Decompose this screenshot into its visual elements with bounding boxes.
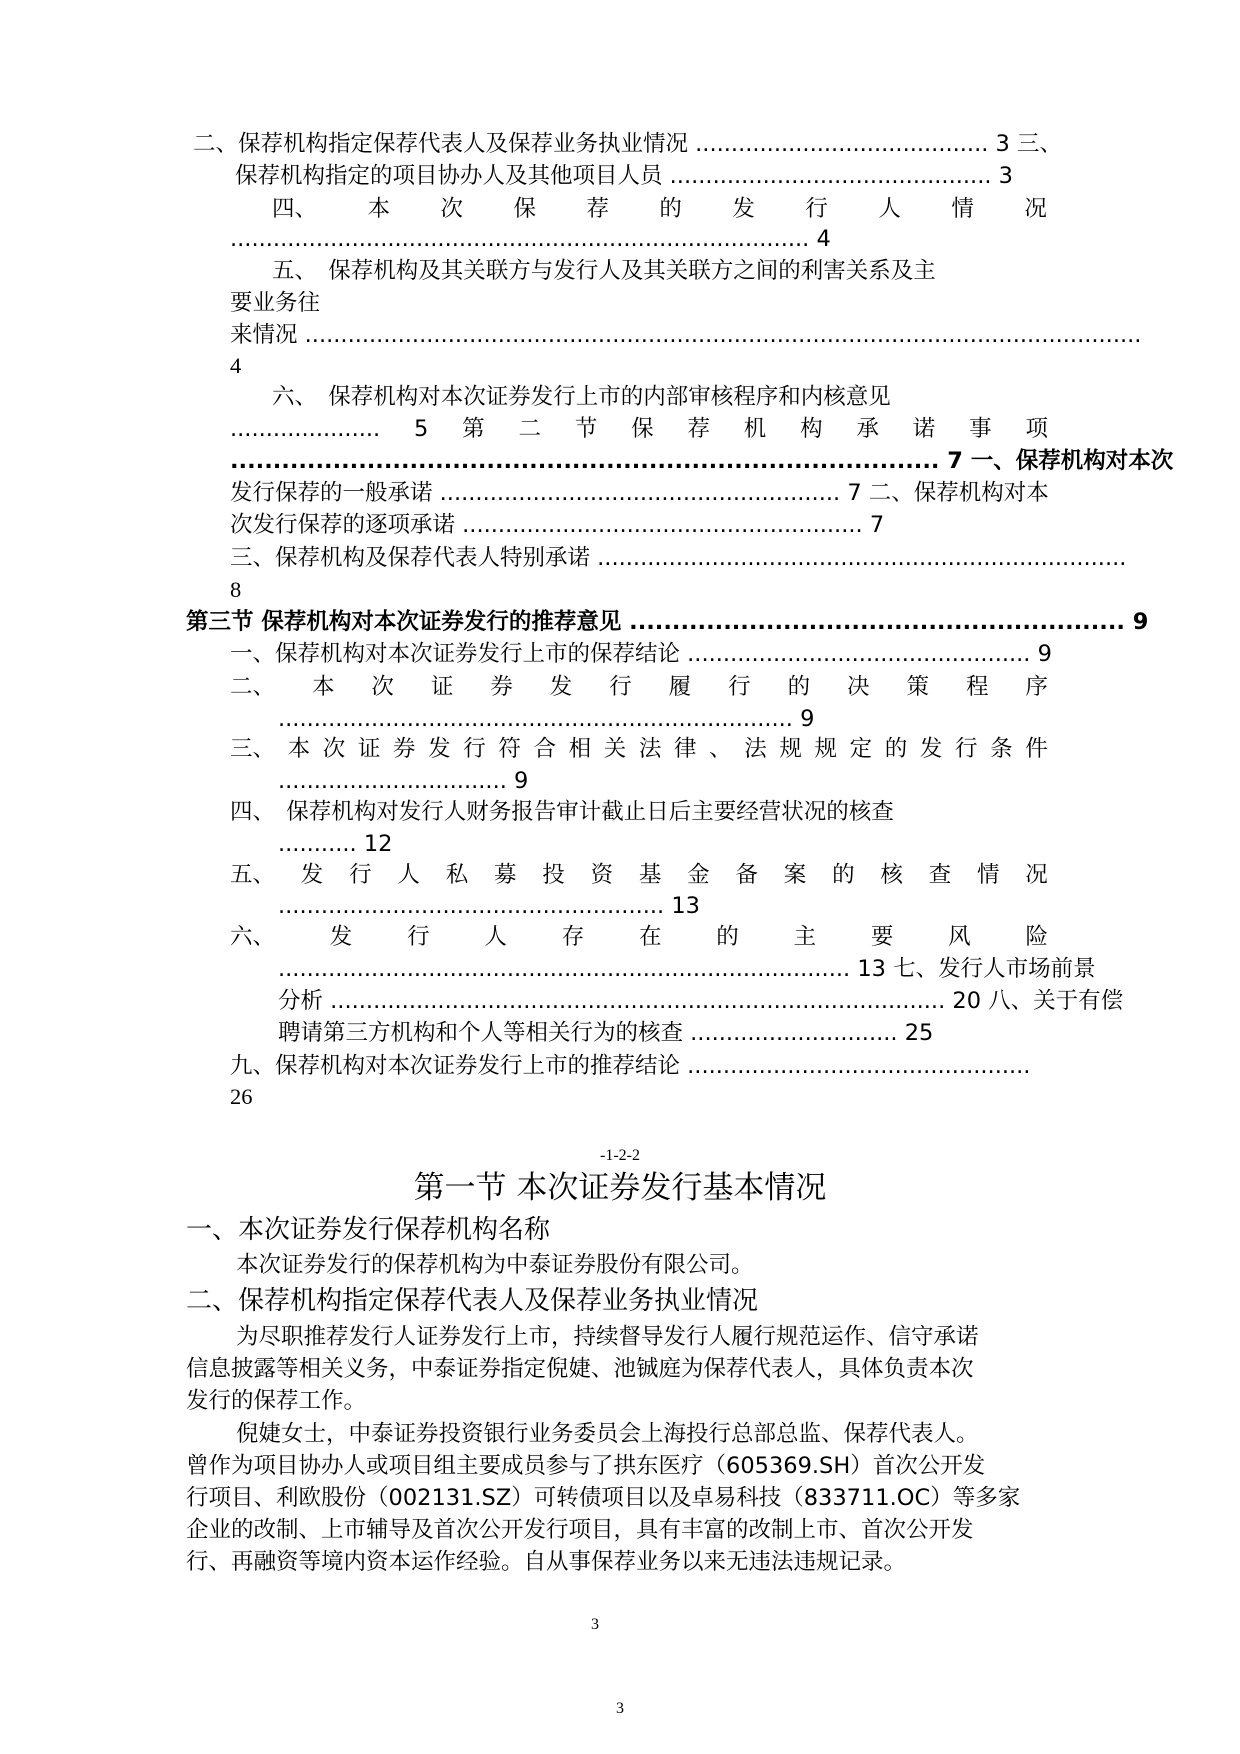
toc-line-12[interactable]: 发行保荐的一般承诺 ........................................................ 7 二、保荐机构对本 [230,480,1049,506]
toc-token: 基 [638,862,662,888]
toc-token: 行 [955,736,978,762]
toc-token: 第 [462,416,485,442]
toc-line-25: ...................................................... 13 [278,893,700,919]
toc-token: 况 [1025,862,1048,888]
toc-token: 的 [787,674,811,700]
toc-token: 序 [1025,674,1048,700]
toc-token: 发 [428,736,451,762]
toc-token: 履 [668,674,692,700]
toc-token: 发 [329,924,353,950]
toc-line-6[interactable]: 要业务往 [230,290,321,316]
toc-token: 诺 [912,416,936,442]
toc-token: 规 [814,736,838,762]
toc-line-15: 8 [230,577,242,602]
toc-token: 的 [716,924,739,950]
toc-token: 险 [1025,924,1048,950]
toc-token: 六、 [230,924,276,950]
toc-line-9[interactable]: 六、 保荐机构对本次证券发行上市的内部审核程序和内核意见 [272,384,891,410]
toc-token: 本 [367,196,390,222]
toc-token: 发 [919,736,943,762]
toc-line-28[interactable]: 分析 ...................................................................................... 20 八、关于有偿 [278,988,1124,1014]
toc-token: 荐 [687,416,710,442]
toc-token: 存 [561,924,585,950]
toc-line-30[interactable]: 九、保荐机构对本次证券发行上市的推荐结论 ................................................ [230,1053,1031,1079]
toc-token: 合 [533,736,557,762]
toc-line-14[interactable]: 三、保荐机构及保荐代表人特别承诺 .......................................................................... [230,545,1127,571]
toc-token: 保 [513,196,536,222]
toc-token: 风 [948,924,971,950]
page-number-footer: 3 [616,1700,624,1717]
toc-token: 相 [568,736,592,762]
toc-token: 行 [463,736,486,762]
toc-token: 案 [783,862,807,888]
toc-line-19: ........................................................................ 9 [278,706,815,732]
toc-token: 主 [793,924,817,950]
heading-1: 一、本次证券发行保荐机构名称 [186,1215,551,1245]
toc-line-2[interactable]: 保荐机构指定的项目协办人及其他项目人员 ............................................. 3 [235,163,1013,189]
toc-line-13[interactable]: 次发行保荐的逐项承诺 ........................................................ 7 [230,512,885,538]
toc-token: 5 [414,416,429,442]
toc-token: 构 [800,416,823,442]
toc-line-16[interactable]: 第三节 保荐机构对本次证券发行的推荐意见 .......................................................... 9 [186,609,1149,635]
toc-line-24[interactable] [230,860,1048,890]
toc-token: 备 [735,862,758,888]
toc-line-8: 4 [230,353,242,378]
page-number-inner: 3 [591,1616,599,1633]
toc-line-7[interactable]: 来情况 ..................................................................................................................... [230,322,1142,348]
toc-token: 法 [744,736,767,762]
toc-line-17[interactable]: 一、保荐机构对本次证券发行上市的保荐结论 ................................................ 9 [230,641,1052,667]
toc-token: 本 [287,736,311,762]
toc-token: 二 [518,416,541,442]
page-marker: -1-2-2 [600,1147,640,1164]
toc-line-31: 26 [230,1084,253,1109]
toc-line-11[interactable]: ................................................................................... 7 一、保荐机构对本次 [230,448,1174,474]
toc-token: 在 [638,924,662,950]
paragraph-3-line-4: 企业的改制、上市辅导及首次公开发行项目，具有丰富的改制上市、首次公开发 [186,1517,974,1543]
toc-token: 件 [1025,736,1048,762]
toc-token: 况 [1024,196,1047,222]
toc-token: 承 [856,416,879,442]
toc-token: 资 [590,862,614,888]
toc-token: 核 [880,862,903,888]
toc-token: 律 [674,736,697,762]
toc-token: 发 [300,862,324,888]
paragraph-1: 本次证券发行的保荐机构为中泰证券股份有限公司。 [236,1252,754,1278]
toc-token: 人 [484,924,507,950]
paragraph-2-line-1: 为尽职推荐发行人证券发行上市，持续督导发行人履行规范运作、信守承诺 [236,1324,979,1350]
toc-token: 符 [498,736,521,762]
toc-token: 行 [349,862,372,888]
toc-line-26[interactable] [230,922,1048,952]
toc-line-21: ................................ 9 [278,768,529,794]
toc-token: ..................... [230,416,381,442]
toc-line-10[interactable] [230,414,1048,444]
toc-token: 投 [542,862,565,888]
toc-token: 人 [397,862,420,888]
toc-line-5[interactable]: 五、 保荐机构及其关联方与发行人及其关联方之间的利害关系及主 [272,258,936,284]
toc-token: 的 [659,196,682,222]
toc-token: 程 [965,674,989,700]
toc-token: 保 [631,416,654,442]
paragraph-3-line-5: 行、再融资等境内资本运作经验。自从事保荐业务以来无违法违规记录。 [186,1549,907,1575]
toc-token: 募 [493,862,517,888]
paragraph-3-line-3: 行项目、利欧股份（002131.SZ）可转债项目以及卓易科技（833711.OC）等多家 [186,1485,1021,1511]
toc-token: 情 [976,862,1000,888]
paragraph-2-line-3: 发行的保荐工作。 [186,1388,367,1414]
paragraph-3-line-2: 曾作为项目协办人或项目组主要成员参与了拱东医疗（605369.SH）首次公开发 [186,1453,986,1479]
toc-token: 项 [1025,416,1048,442]
toc-token: 证 [357,736,381,762]
toc-line-4: ................................................................................. 4 [230,226,831,252]
toc-token: 发 [549,674,573,700]
toc-token: 节 [574,416,598,442]
toc-token: 决 [847,674,870,700]
toc-line-27[interactable]: ................................................................................ 13 七、发行人市场前景 [278,956,1096,982]
toc-line-18[interactable] [230,672,1048,702]
toc-token: 行 [609,674,632,700]
toc-token: 规 [779,736,802,762]
toc-token: 金 [687,862,710,888]
toc-token: 关 [603,736,627,762]
toc-token: 荐 [586,196,609,222]
toc-token: 要 [870,924,894,950]
toc-token: 行 [407,924,430,950]
toc-token: 行 [728,674,751,700]
toc-token: 次 [322,736,346,762]
toc-token: 的 [884,736,908,762]
paragraph-2-line-2: 信息披露等相关义务，中泰证券指定倪婕、池铖庭为保荐代表人，具体负责本次 [186,1356,974,1382]
toc-token: 本 [311,674,335,700]
section-title: 第一节 本次证券发行基本情况 [413,1170,827,1206]
toc-token: 情 [951,196,974,222]
toc-token: 券 [393,736,416,762]
toc-token: 、 [709,736,732,762]
toc-token: 事 [969,416,992,442]
toc-token: 发 [732,196,755,222]
toc-token: 券 [490,674,513,700]
toc-line-29[interactable]: 聘请第三方机构和个人等相关行为的核查 ............................. 25 [278,1020,934,1046]
toc-token: 行 [805,196,828,222]
toc-token: 条 [990,736,1013,762]
toc-token: 的 [832,862,855,888]
toc-token: 三、 [230,736,276,762]
toc-token: 二、 [230,674,276,700]
toc-token: 次 [371,674,394,700]
toc-token: 定 [849,736,873,762]
toc-line-22[interactable]: 四、 保荐机构对发行人财务报告审计截止日后主要经营状况的核查 [230,799,894,825]
toc-token: 私 [445,862,469,888]
toc-token: 法 [638,736,662,762]
toc-token: 机 [743,416,767,442]
toc-token: 人 [878,196,901,222]
toc-line-23: ........... 12 [278,831,393,857]
paragraph-3-line-1: 倪婕女士，中泰证券投资银行业务委员会上海投行总部总监、保荐代表人。 [236,1421,979,1447]
toc-line-3[interactable] [272,194,1047,224]
toc-token: 次 [440,196,463,222]
toc-line-1[interactable]: 二、保荐机构指定保荐代表人及保荐业务执业情况 ......................................... 3 三、 [193,131,1063,157]
heading-2: 二、保荐机构指定保荐代表人及保荐业务执业情况 [186,1286,759,1316]
toc-token: 查 [928,862,952,888]
toc-token: 证 [430,674,454,700]
toc-token: 五、 [230,862,276,888]
toc-line-20[interactable] [230,734,1048,764]
toc-token: 四、 [272,196,318,222]
toc-token: 策 [906,674,929,700]
